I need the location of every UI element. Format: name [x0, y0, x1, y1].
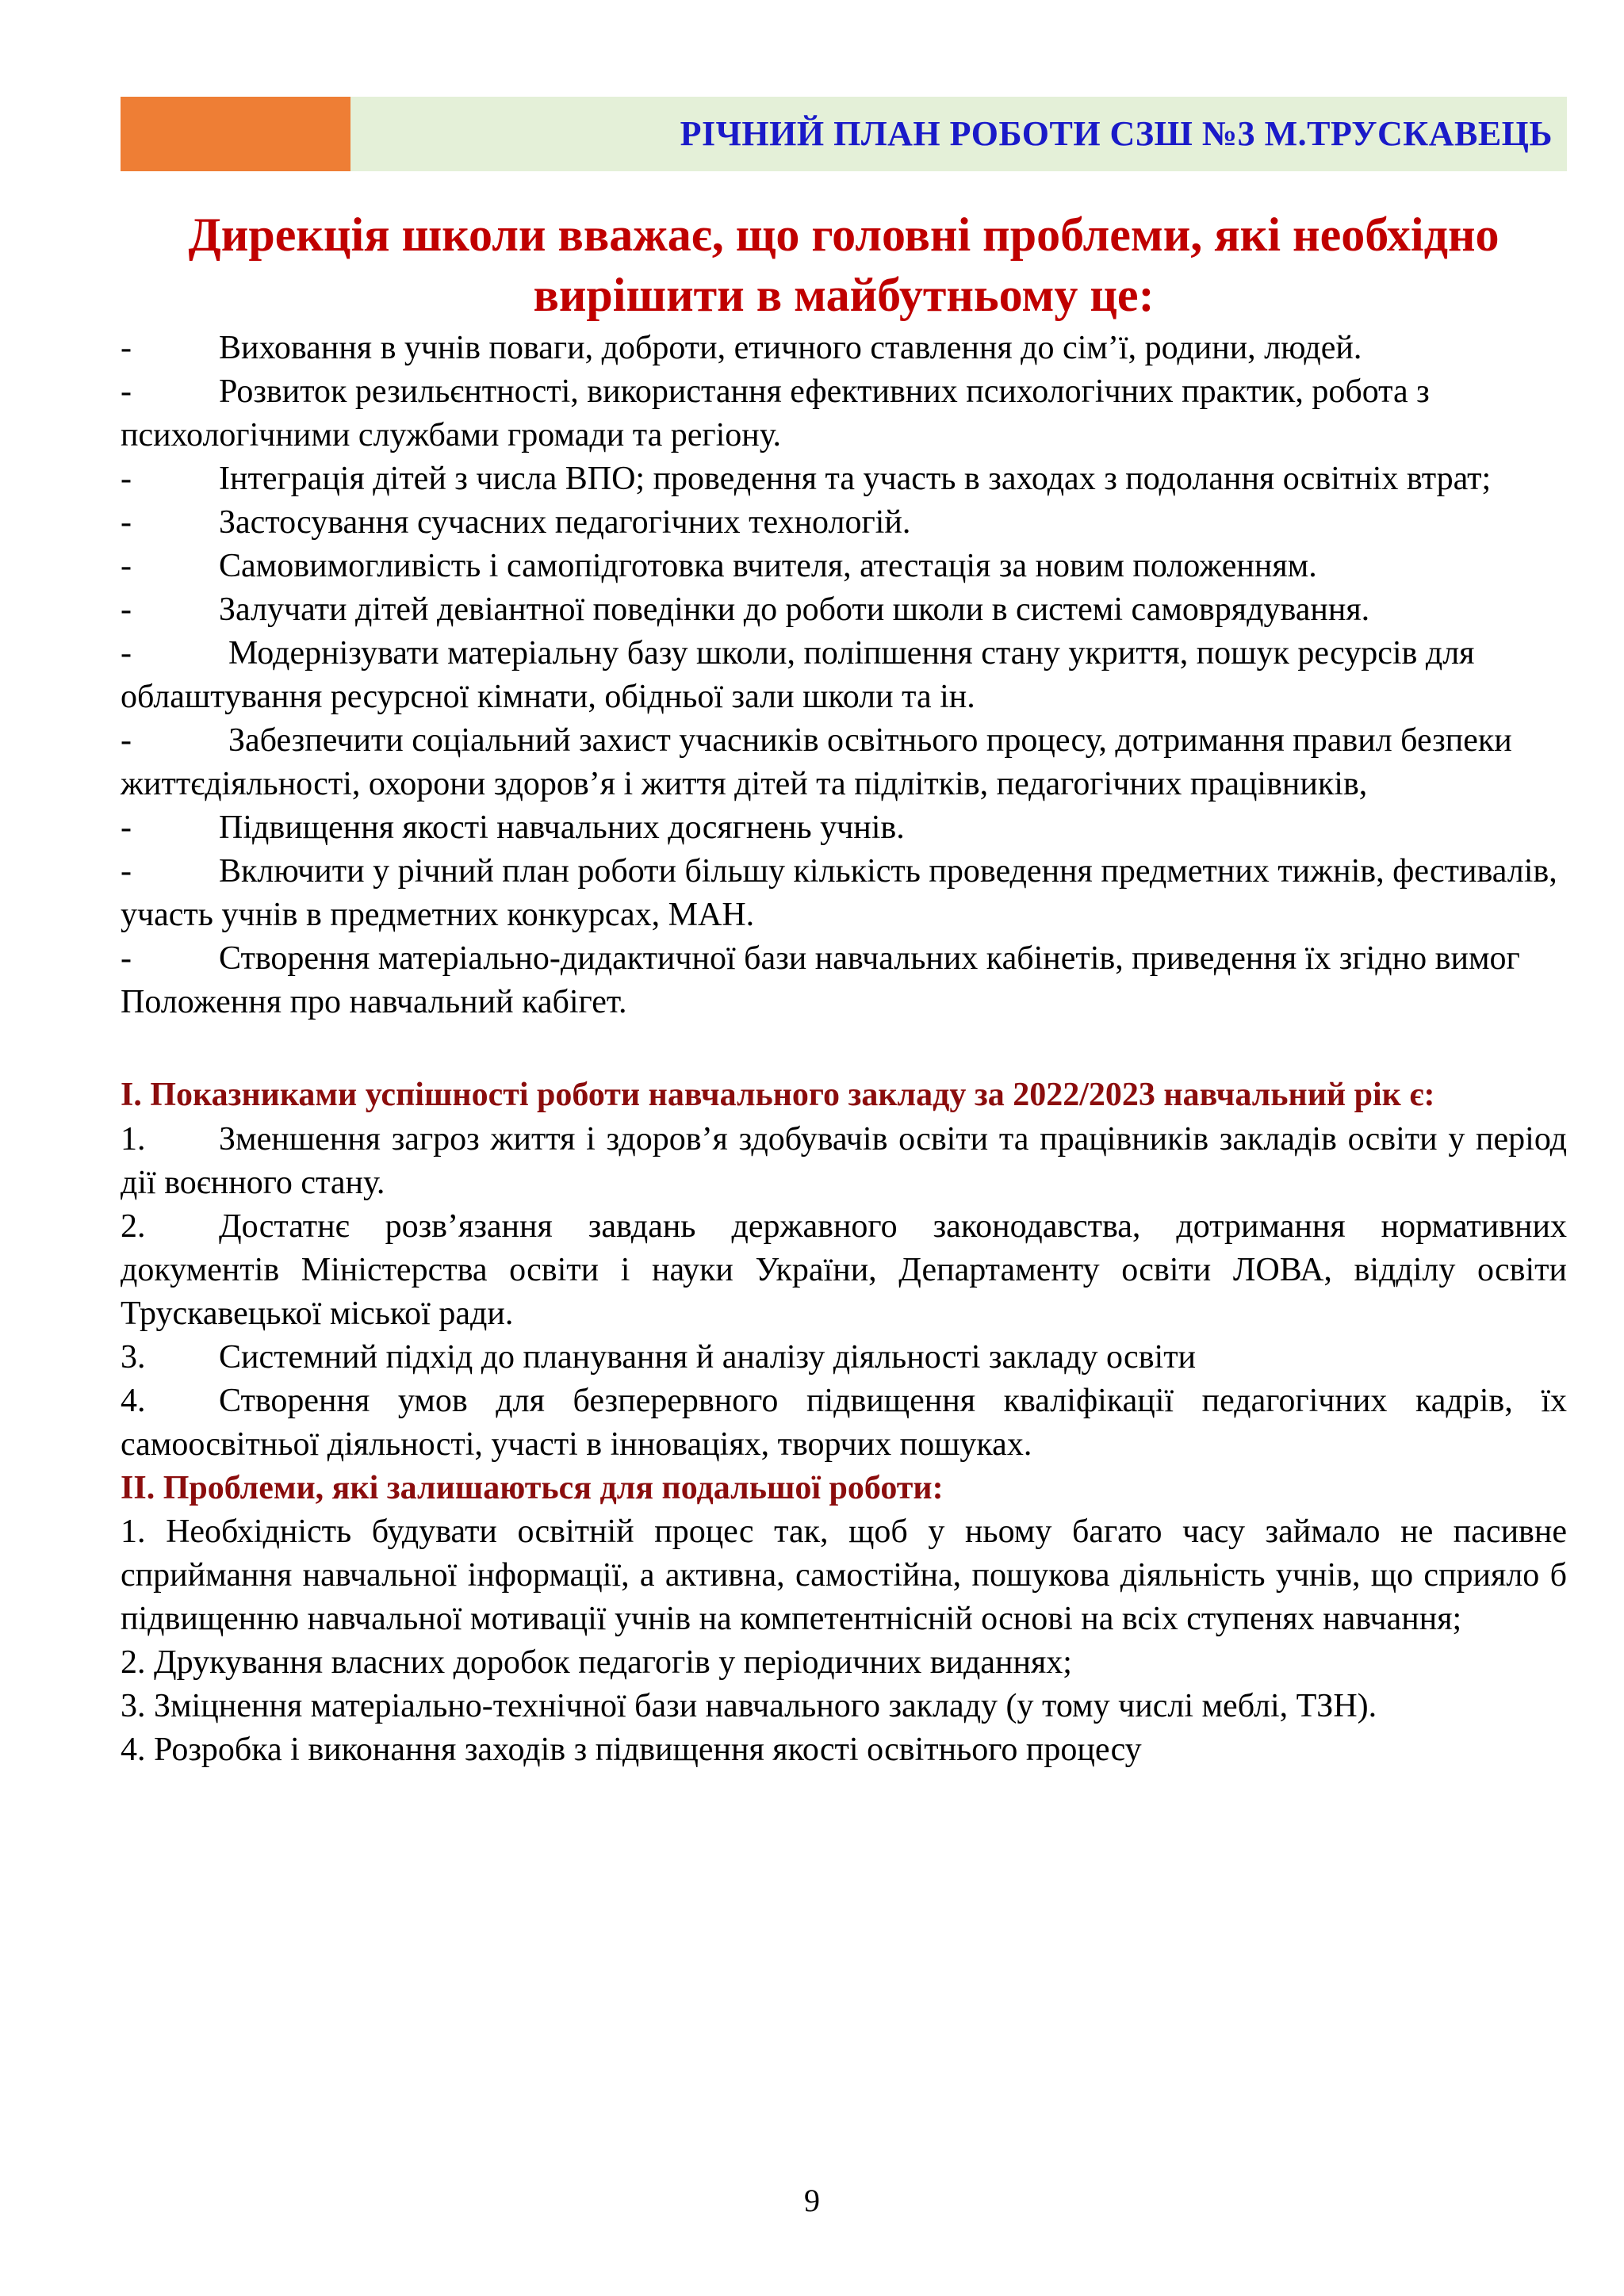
remaining-problem-item: 3. Зміцнення матеріально-технічної бази навчального закладу (у тому числі меблі, ТЗН). — [121, 1688, 1377, 1724]
main-heading-line2: вирішити в майбутньому це: — [533, 269, 1155, 321]
problem-item: - Застосування сучасних педагогічних технологій. — [121, 504, 911, 541]
remaining-problem-item: 1. Необхідність будувати освітній процес так, щоб у ньому багато часу займало не пасивне сприймання навчальної інформації, а активна, самостійна, пошукова діяльність учнів, що сприяло б підвищенню навчальної мотивації учнів на компетентнісній основі на всіх ступенях навчання; — [121, 1513, 1567, 1637]
problem-item: - Інтеграція дітей з числа ВПО; проведення та участь в заходах з подолання освітніх втрат; — [121, 461, 1492, 497]
indicator-item: 3. Системний підхід до планування й аналізу діяльності закладу освіти — [121, 1339, 1197, 1376]
problem-item: - Самовимогливість і самопідготовка вчителя, атестація за новим положенням. — [121, 548, 1317, 584]
problem-item: - Залучати дітей девіантної поведінки до роботи школи в системі самоврядування. — [121, 591, 1370, 628]
problem-item: - Виховання в учнів поваги, доброти, етичного ставлення до сім’ї, родини, людей. — [121, 330, 1362, 366]
main-heading — [121, 205, 1567, 325]
problem-item: - Модернізувати матеріальну базу школи, поліпшення стану укриття, пошук ресурсів для облаштування ресурсної кімнати, обідньої зали школи та ін. — [121, 635, 1475, 715]
indicator-item: 1. Зменшення загроз життя і здоров’я здобувачів освіти та працівників закладів освіти у період дії воєнного стану. — [121, 1121, 1567, 1201]
header-bar — [121, 97, 1567, 171]
header-accent-block — [121, 97, 350, 171]
section2-title: ІІ. Проблеми, які залишаються для подальшої роботи: — [121, 1470, 944, 1506]
remaining-problem-item: 4. Розробка і виконання заходів з підвищення якості освітнього процесу — [121, 1732, 1142, 1768]
problem-item: - Включити у річний план роботи більшу кількість проведення предметних тижнів, фестивалів, участь учнів в предметних конкурсах, МАН. — [121, 853, 1557, 933]
header-title: РІЧНИЙ ПЛАН РОБОТИ СЗШ №3 М.ТРУСКАВЕЦЬ — [680, 114, 1553, 153]
remaining-problem-item: 2. Друкування власних доробок педагогів у періодичних виданнях; — [121, 1644, 1072, 1681]
main-heading-line1: Дирекція школи вважає, що головні проблеми, які необхідно — [188, 209, 1500, 261]
problem-item: - Підвищення якості навчальних досягнень учнів. — [121, 809, 905, 846]
section1-title: І. Показниками успішності роботи навчального закладу за 2022/2023 навчальний рік є: — [121, 1077, 1435, 1113]
problem-item: - Створення матеріально-дидактичної бази навчальних кабінетів, приведення їх згідно вимог Положення про навчальний кабігет. — [121, 940, 1520, 1020]
page-number: 9 — [804, 2183, 820, 2218]
document-body — [121, 327, 1567, 1772]
indicator-item: 4. Створення умов для безперервного підвищення кваліфікації педагогічних кадрів, їх самоосвітньої діяльності, участі в інноваціях, творчих пошуках. — [121, 1383, 1567, 1463]
indicator-item: 2. Достатнє розв’язання завдань державного законодавства, дотримання нормативних документів Міністерства освіти і науки України, Департаменту освіти ЛОВА, відділу освіти Трускавецької міської ради. — [121, 1208, 1567, 1332]
problem-item: - Забезпечити соціальний захист учасників освітнього процесу, дотримання правил безпеки життєдіяльності, охорони здоров’я і життя дітей та підлітків, педагогічних працівників, — [121, 722, 1512, 802]
problem-item: - Розвиток резильєнтності, використання ефективних психологічних практик, робота з психологічними службами громади та регіону. — [121, 373, 1430, 453]
